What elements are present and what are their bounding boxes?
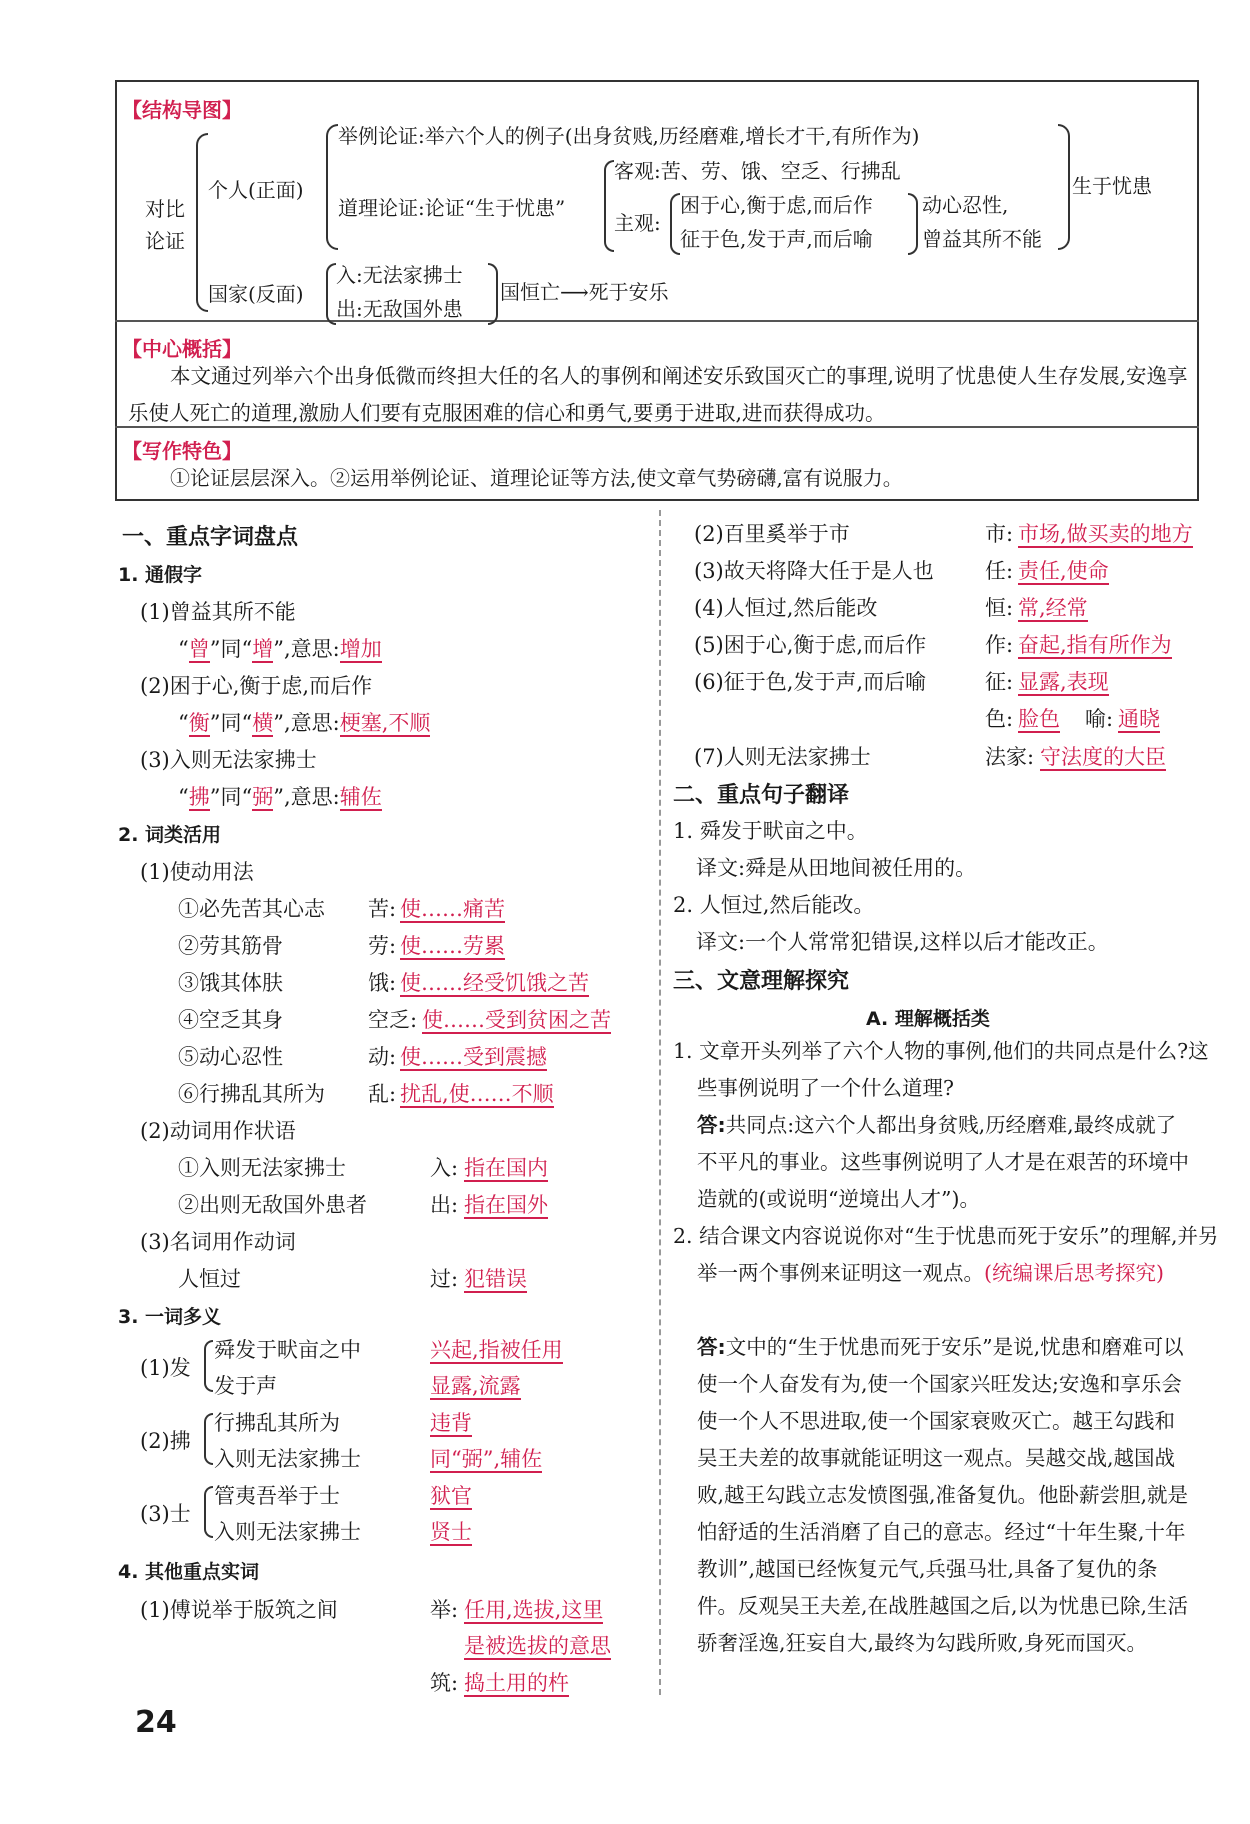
right-item-2-answer: 市场,做买卖的地方 [1018, 522, 1193, 546]
question-1-answer: 答:共同点:这六个人都出身贫贱,历经磨难,最终成就了不平凡的事业。这些事例说明了人才是在艰苦的环境中造就的(或说明“逆境出人才”)。 [697, 1113, 1189, 1211]
poly-1-label: (1)发 [140, 1356, 191, 1380]
column-divider [659, 510, 661, 1695]
poly-3-b: 入则无法家拂士 [214, 1520, 361, 1544]
poly-1-a-answer: 兴起,指被任用 [430, 1338, 563, 1362]
right-item-4-src: (4)人恒过,然后能改 [694, 596, 878, 620]
poly-2-a: 行拂乱其所为 [214, 1411, 340, 1435]
nation-in: 入:无法家拂士 [336, 263, 463, 287]
reason-brace [604, 160, 614, 252]
noun-verb-src: 人恒过 [178, 1267, 241, 1291]
translation-2-answer: 译文:一个人常常犯错误,这样以后才能改正。 [696, 930, 1109, 954]
personal-close-brace [1058, 124, 1070, 250]
summary-header: 【中心概括】 [122, 337, 242, 361]
right-item-3-key: 任: [985, 559, 1014, 583]
sub-polysemy: 3. 一词多义 [118, 1306, 222, 1328]
tongjia-3: (3)入则无法家拂士 [140, 748, 317, 772]
causative-3-answer: 使……经受饥饿之苦 [400, 971, 589, 995]
example-argument: 举例论证:举六个人的例子(出身贫贱,历经磨难,增长才干,有所作为) [338, 124, 920, 148]
page-number: 24 [135, 1705, 177, 1740]
nation-label: 国家(反面) [208, 282, 304, 306]
other-1-answer-3: 捣土用的杵 [464, 1671, 569, 1695]
causative-3-key: 饿: [368, 971, 397, 995]
poly-2-b-answer: 同“弼”,辅佐 [430, 1447, 543, 1471]
noun-verb-answer: 犯错误 [464, 1267, 527, 1291]
causative-2-key: 劳: [368, 934, 397, 958]
writing-text: ①论证层层深入。②运用举例论证、道理论证等方法,使文章气势磅礴,富有说服力。 [170, 466, 903, 490]
adverbial-2-src: ②出则无敌国外患者 [178, 1193, 367, 1217]
poly-2-a-answer: 违背 [430, 1411, 472, 1435]
causative-5-src: ⑤动心忍性 [178, 1045, 283, 1069]
poly-3-label: (3)士 [140, 1502, 191, 1526]
box-divider-1 [115, 320, 1199, 322]
structure-header: 【结构导图】 [122, 98, 242, 122]
noun-verb-key: 过: [430, 1267, 459, 1291]
adverbial-2-key: 出: [430, 1193, 459, 1217]
adverbial-2-answer: 指在国外 [464, 1193, 548, 1217]
tongjia-1-answer: “曾”同“增”,意思:增加 [178, 637, 382, 661]
translation-1: 1. 舜发于畎亩之中。 [673, 819, 868, 843]
section-understanding: 三、文意理解探究 [673, 969, 850, 994]
causative-label: (1)使动用法 [140, 860, 254, 884]
right-item-7-key: 法家: [985, 745, 1035, 769]
root-label: 对比论证 [145, 197, 185, 253]
poly-1-brace [204, 1340, 213, 1392]
causative-6-src: ⑥行拂乱其所为 [178, 1082, 325, 1106]
nation-brace [326, 263, 336, 325]
adverbial-1-src: ①入则无法家拂士 [178, 1156, 346, 1180]
conclusion-live: 生于忧患 [1072, 174, 1152, 198]
poly-3-b-answer: 贤士 [430, 1520, 472, 1544]
subjective-close-brace [908, 193, 918, 255]
causative-1-answer: 使……痛苦 [400, 897, 505, 921]
subjective-line-1: 困于心,衡于虑,而后作 [680, 193, 873, 217]
nation-close-brace [488, 263, 498, 325]
other-1: (1)傅说举于版筑之间 [140, 1598, 338, 1622]
right-item-4-answer: 常,经常 [1018, 596, 1088, 620]
subjective-result-2: 曾益其所不能 [922, 227, 1042, 251]
se-key: 色: [985, 707, 1014, 731]
noun-verb-label: (3)名词用作动词 [140, 1230, 296, 1254]
question-2-answer: 答:文中的“生于忧患而死于安乐”是说,忧患和磨难可以使一个人奋发有为,使一个国家兴旺发达;安逸和享乐会使一个人不思进取,使一个国家衰败灭亡。越王勾践和吴王夫差的故事就能证明这一观点。吴越交战,越国战败,越王勾践立志发愤图强,准备复仇。他卧薪尝胆,就是怕舒适的生活消磨了自己的意志。经过“十年生聚,十年教训”,越国已经恢复元气,兵强马壮,具备了复仇的条件。反观吴王夫差,在战胜越国之后,以为忧患已除,生活骄奢淫逸,狂妄自大,最终为勾践所败,身死而国灭。 [697, 1335, 1189, 1655]
causative-5-key: 动: [368, 1045, 397, 1069]
right-item-6-answer: 显露,表现 [1018, 670, 1109, 694]
tongjia-2: (2)困于心,衡于虑,而后作 [140, 674, 373, 698]
question-1: 1. 文章开头列举了六个人物的事例,他们的共同点是什么?这些事例说明了一个什么道理? [673, 1039, 1209, 1100]
poly-3-a-answer: 狱官 [430, 1484, 472, 1508]
causative-1-key: 苦: [368, 897, 397, 921]
tongjia-2-answer: “衡”同“横”,意思:梗塞,不顺 [178, 711, 431, 735]
right-item-7-src: (7)人则无法家拂士 [694, 745, 871, 769]
objective-line: 客观:苦、劳、饿、空乏、行拂乱 [614, 159, 901, 183]
personal-brace [326, 124, 338, 250]
right-item-6-key: 征: [985, 670, 1014, 694]
causative-6-key: 乱: [368, 1082, 397, 1106]
right-item-5-answer: 奋起,指有所作为 [1018, 633, 1172, 657]
right-item-3-answer: 责任,使命 [1018, 559, 1109, 583]
causative-6-answer: 扰乱,使……不顺 [400, 1082, 554, 1106]
verb-adverbial-label: (2)动词用作状语 [140, 1119, 296, 1143]
causative-3-src: ③饿其体肤 [178, 971, 283, 995]
right-item-6-src: (6)征于色,发于声,而后喻 [694, 670, 927, 694]
reason-argument: 道理论证:论证“生于忧患” [338, 196, 566, 220]
causative-4-answer: 使……受到贫困之苦 [422, 1008, 611, 1032]
causative-5-answer: 使……受到震撼 [400, 1045, 547, 1069]
other-1-key-2: 筑: [430, 1671, 459, 1695]
poly-2-b: 入则无法家拂士 [214, 1447, 361, 1471]
sub-word-class: 2. 词类活用 [118, 824, 222, 846]
poly-2-label: (2)拂 [140, 1429, 191, 1453]
right-item-4-key: 恒: [985, 596, 1014, 620]
causative-2-src: ②劳其筋骨 [178, 934, 283, 958]
right-item-5-src: (5)困于心,衡于虑,而后作 [694, 633, 927, 657]
question-2: 2. 结合课文内容说说你对“生于忧患而死于安乐”的理解,并另举一两个事例来证明这一观点。(统编课后思考探究) [673, 1224, 1219, 1285]
causative-2-answer: 使……劳累 [400, 934, 505, 958]
se-answer: 脸色 [1018, 707, 1060, 731]
adverbial-1-key: 入: [430, 1156, 459, 1180]
adverbial-1-answer: 指在国内 [464, 1156, 548, 1180]
causative-4-src: ④空乏其身 [178, 1008, 283, 1032]
poly-1-a: 舜发于畎亩之中 [214, 1338, 361, 1362]
poly-1-b: 发于声 [214, 1374, 277, 1398]
right-item-3-src: (3)故天将降大任于是人也 [694, 559, 934, 583]
poly-3-brace [204, 1486, 213, 1538]
poly-3-a: 管夷吾举于士 [214, 1484, 340, 1508]
category-a: A. 理解概括类 [866, 1008, 990, 1030]
yu-key: 喻: [1085, 707, 1114, 731]
causative-4-key: 空乏: [368, 1008, 418, 1032]
subjective-result-1: 动心忍性, [922, 193, 1009, 217]
translation-1-answer: 译文:舜是从田地间被任用的。 [696, 856, 977, 880]
tongjia-1: (1)曾益其所不能 [140, 600, 296, 624]
sub-other-words: 4. 其他重点实词 [118, 1561, 260, 1583]
yu-answer: 通晓 [1118, 707, 1160, 731]
summary-text: 本文通过列举六个出身低微而终担大任的名人的事例和阐述安乐致国灭亡的事理,说明了忧患使人生存发展,安逸享乐使人死亡的道理,激励人们要有克服困难的信心和勇气,要勇于进取,进而获得成功。 [128, 364, 1188, 425]
nation-result: 国恒亡⟶死于安乐 [500, 280, 669, 304]
right-item-2-src: (2)百里奚举于市 [694, 522, 850, 546]
subjective-brace [670, 193, 680, 255]
personal-label: 个人(正面) [208, 178, 304, 202]
tongjia-3-answer: “拂”同“弼”,意思:辅佐 [178, 785, 382, 809]
sub-tongjiazi: 1. 通假字 [118, 564, 203, 586]
right-item-5-key: 作: [985, 633, 1014, 657]
causative-1-src: ①必先苦其心志 [178, 897, 325, 921]
other-1-answer-2: 是被选拔的意思 [464, 1634, 611, 1658]
subjective-line-2: 征于色,发于声,而后喻 [680, 227, 873, 251]
poly-1-b-answer: 显露,流露 [430, 1374, 521, 1398]
writing-header: 【写作特色】 [122, 439, 242, 463]
translation-2: 2. 人恒过,然后能改。 [673, 893, 875, 917]
poly-2-brace [204, 1413, 213, 1465]
nation-out: 出:无敌国外患 [336, 297, 463, 321]
root-brace [196, 133, 208, 312]
section-key-words: 一、重点字词盘点 [122, 525, 299, 550]
section-translation: 二、重点句子翻译 [673, 783, 850, 808]
right-item-2-key: 市: [985, 522, 1014, 546]
other-1-key: 举: [430, 1598, 459, 1622]
right-item-7-answer: 守法度的大臣 [1040, 745, 1166, 769]
other-1-answer-1: 任用,选拔,这里 [464, 1598, 604, 1622]
subjective-label: 主观: [614, 211, 661, 235]
